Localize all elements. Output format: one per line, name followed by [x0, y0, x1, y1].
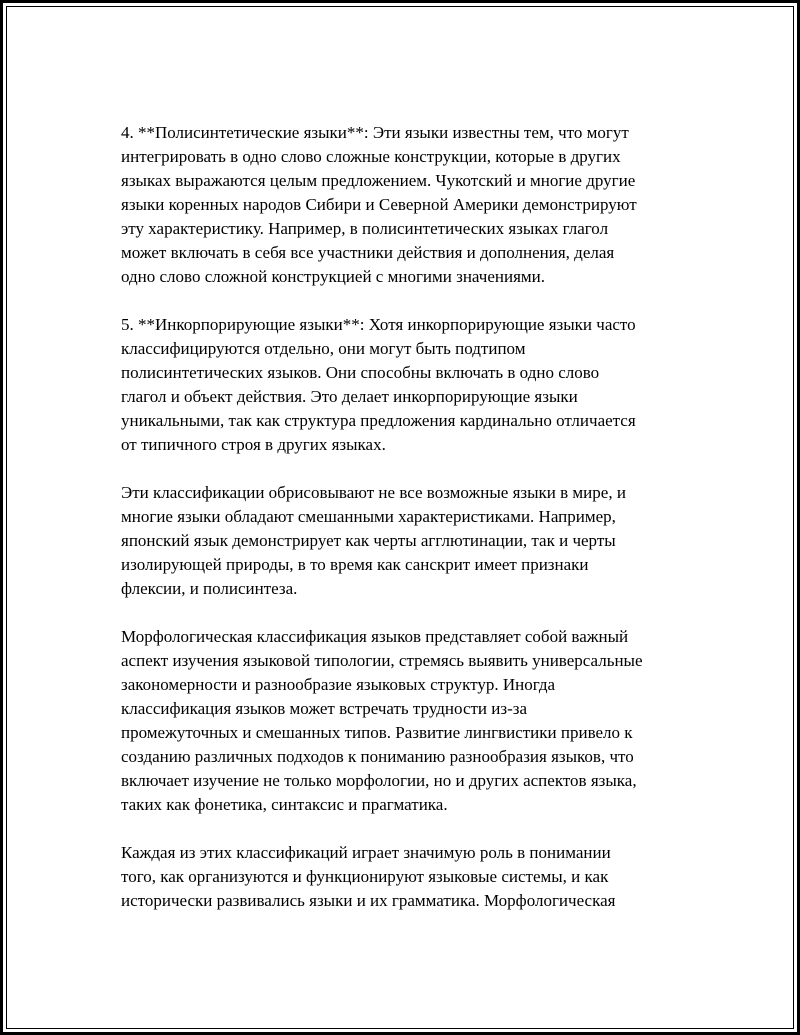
text-line: таких как фонетика, синтаксис и прагматика.	[121, 795, 448, 814]
text-line: многие языки обладают смешанными характеристиками. Например,	[121, 507, 616, 526]
text-line: уникальными, так как структура предложения кардинально отличается	[121, 411, 636, 430]
text-line: классификация языков может встречать трудности из-за	[121, 699, 527, 718]
paragraph-typology	[121, 625, 701, 817]
text-line: аспект изучения языковой типологии, стремясь выявить универсальные	[121, 651, 643, 670]
text-line: того, как организуются и функционируют языковые системы, и как	[121, 867, 609, 886]
text-line: эту характеристику. Например, в полисинтетических языках глагол	[121, 219, 609, 238]
text-line: изолирующей природы, в то время как санскрит имеет признаки	[121, 555, 589, 574]
text-line: Каждая из этих классификаций играет значимую роль в понимании	[121, 843, 611, 862]
text-line: может включать в себя все участники действия и дополнения, делая	[121, 243, 615, 262]
text-line: глагол и объект действия. Это делает инкорпорирующие языки	[121, 387, 578, 406]
text-line: японский язык демонстрирует как черты агглютинации, так и черты	[121, 531, 616, 550]
document-body	[121, 121, 701, 937]
text-line: включает изучение не только морфологии, но и других аспектов языка,	[121, 771, 637, 790]
text-line: промежуточных и смешанных типов. Развитие лингвистики привело к	[121, 723, 633, 742]
text-line: языки коренных народов Сибири и Северной Америки демонстрируют	[121, 195, 637, 214]
text-line: Морфологическая классификация языков представляет собой важный	[121, 627, 629, 646]
text-line: классифицируются отдельно, они могут быть подтипом	[121, 339, 526, 358]
text-line: Эти классификации обрисовывают не все возможные языки в мире, и	[121, 483, 626, 502]
text-line: одно слово сложной конструкцией с многими значениями.	[121, 267, 546, 286]
text-line: флексии, и полисинтеза.	[121, 579, 298, 598]
paragraph-mixed-types	[121, 481, 701, 601]
text-line: 5. **Инкорпорирующие языки**: Хотя инкорпорирующие языки часто	[121, 315, 636, 334]
paragraph-polysynthetic	[121, 121, 701, 289]
text-line: интегрировать в одно слово сложные конструкции, которые в других	[121, 147, 621, 166]
text-line: исторически развивались языки и их грамматика. Морфологическая	[121, 891, 616, 910]
text-line: от типичного строя в других языках.	[121, 435, 386, 454]
text-line: закономерности и разнообразие языковых структур. Иногда	[121, 675, 556, 694]
text-line: полисинтетических языков. Они способны включать в одно слово	[121, 363, 600, 382]
paragraph-conclusion	[121, 841, 701, 913]
text-line: созданию различных подходов к пониманию разнообразия языков, что	[121, 747, 634, 766]
text-line: языках выражаются целым предложением. Чукотский и многие другие	[121, 171, 636, 190]
text-line: 4. **Полисинтетические языки**: Эти языки известны тем, что могут	[121, 123, 629, 142]
paragraph-incorporating	[121, 313, 701, 457]
